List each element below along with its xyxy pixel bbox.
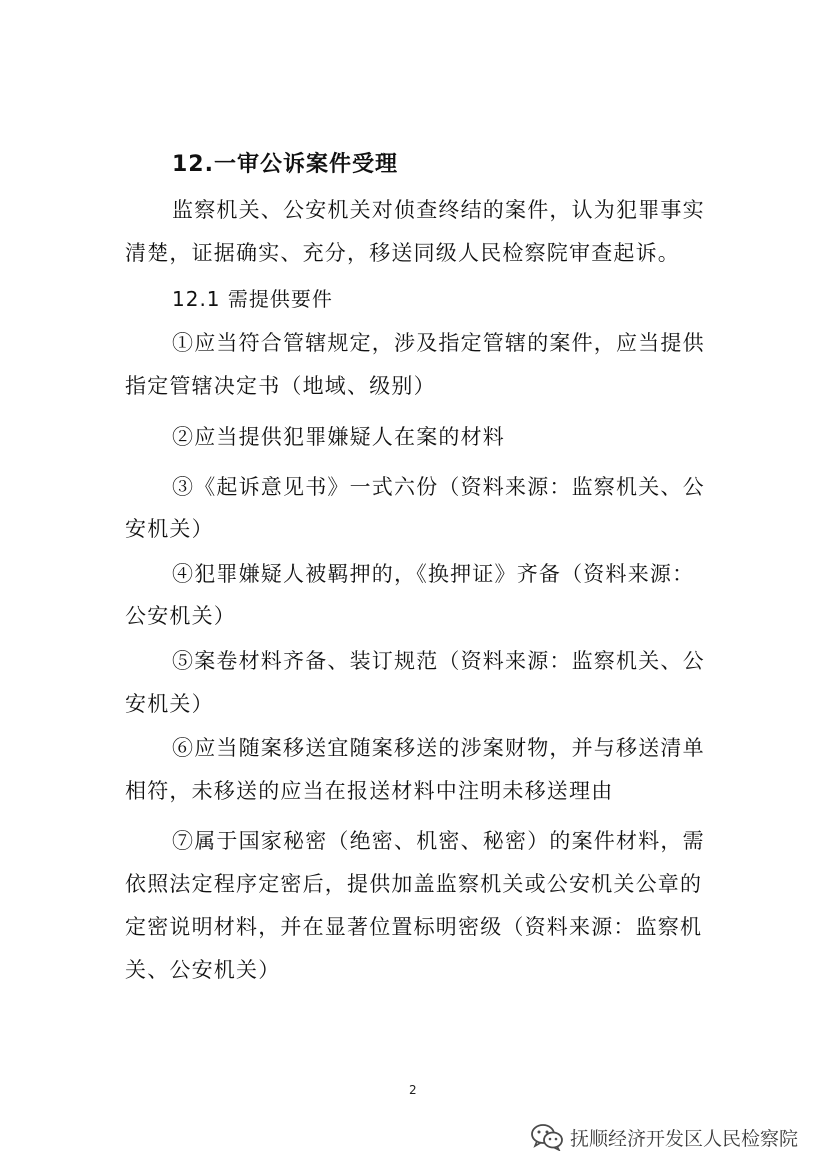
requirement-item-7-line-3: 定密说明材料，并在显著位置标明密级（资料来源：监察机 bbox=[125, 915, 703, 939]
requirement-item-3-line-1: ③《起诉意见书》一式六份（资料来源：监察机关、公 bbox=[172, 475, 705, 499]
requirement-item-6-line-1: ⑥应当随案移送宜随案移送的涉案财物，并与移送清单 bbox=[172, 736, 705, 760]
requirement-item-7-line-4: 关、公安机关） bbox=[125, 958, 281, 982]
requirement-item-4-line-1: ④犯罪嫌疑人被羁押的，《换押证》齐备（资料来源： bbox=[172, 562, 695, 586]
requirement-item-7-line-1: ⑦属于国家秘密（绝密、机密、秘密）的案件材料，需 bbox=[172, 829, 705, 853]
wechat-icon bbox=[530, 1123, 564, 1151]
section-heading: 12.一审公诉案件受理 bbox=[172, 152, 398, 177]
requirement-item-5-line-2: 安机关） bbox=[125, 692, 214, 716]
intro-line-2: 清楚，证据确实、充分，移送同级人民检察院审查起诉。 bbox=[125, 241, 680, 265]
watermark-text: 抚顺经济开发区人民检察院 bbox=[570, 1127, 799, 1150]
requirement-item-1-line-1: ①应当符合管辖规定，涉及指定管辖的案件，应当提供 bbox=[172, 331, 705, 355]
requirement-item-7-line-2: 依照法定程序定密后，提供加盖监察机关或公安机关公章的 bbox=[125, 872, 703, 896]
account-watermark bbox=[530, 1120, 798, 1154]
requirement-item-1-line-2: 指定管辖决定书（地域、级别） bbox=[125, 374, 436, 398]
requirement-item-6-line-2: 相符，未移送的应当在报送材料中注明未移送理由 bbox=[125, 779, 614, 803]
page-number: 2 bbox=[409, 1083, 417, 1097]
requirement-item-5-line-1: ⑤案卷材料齐备、装订规范（资料来源：监察机关、公 bbox=[172, 649, 705, 673]
requirement-item-2-line-1: ②应当提供犯罪嫌疑人在案的材料 bbox=[172, 425, 505, 449]
requirement-item-3-line-2: 安机关） bbox=[125, 517, 214, 541]
subsection-heading: 12.1 需提供要件 bbox=[172, 287, 333, 311]
requirement-item-4-line-2: 公安机关） bbox=[125, 604, 236, 628]
intro-line-1: 监察机关、公安机关对侦查终结的案件，认为犯罪事实 bbox=[172, 198, 705, 222]
